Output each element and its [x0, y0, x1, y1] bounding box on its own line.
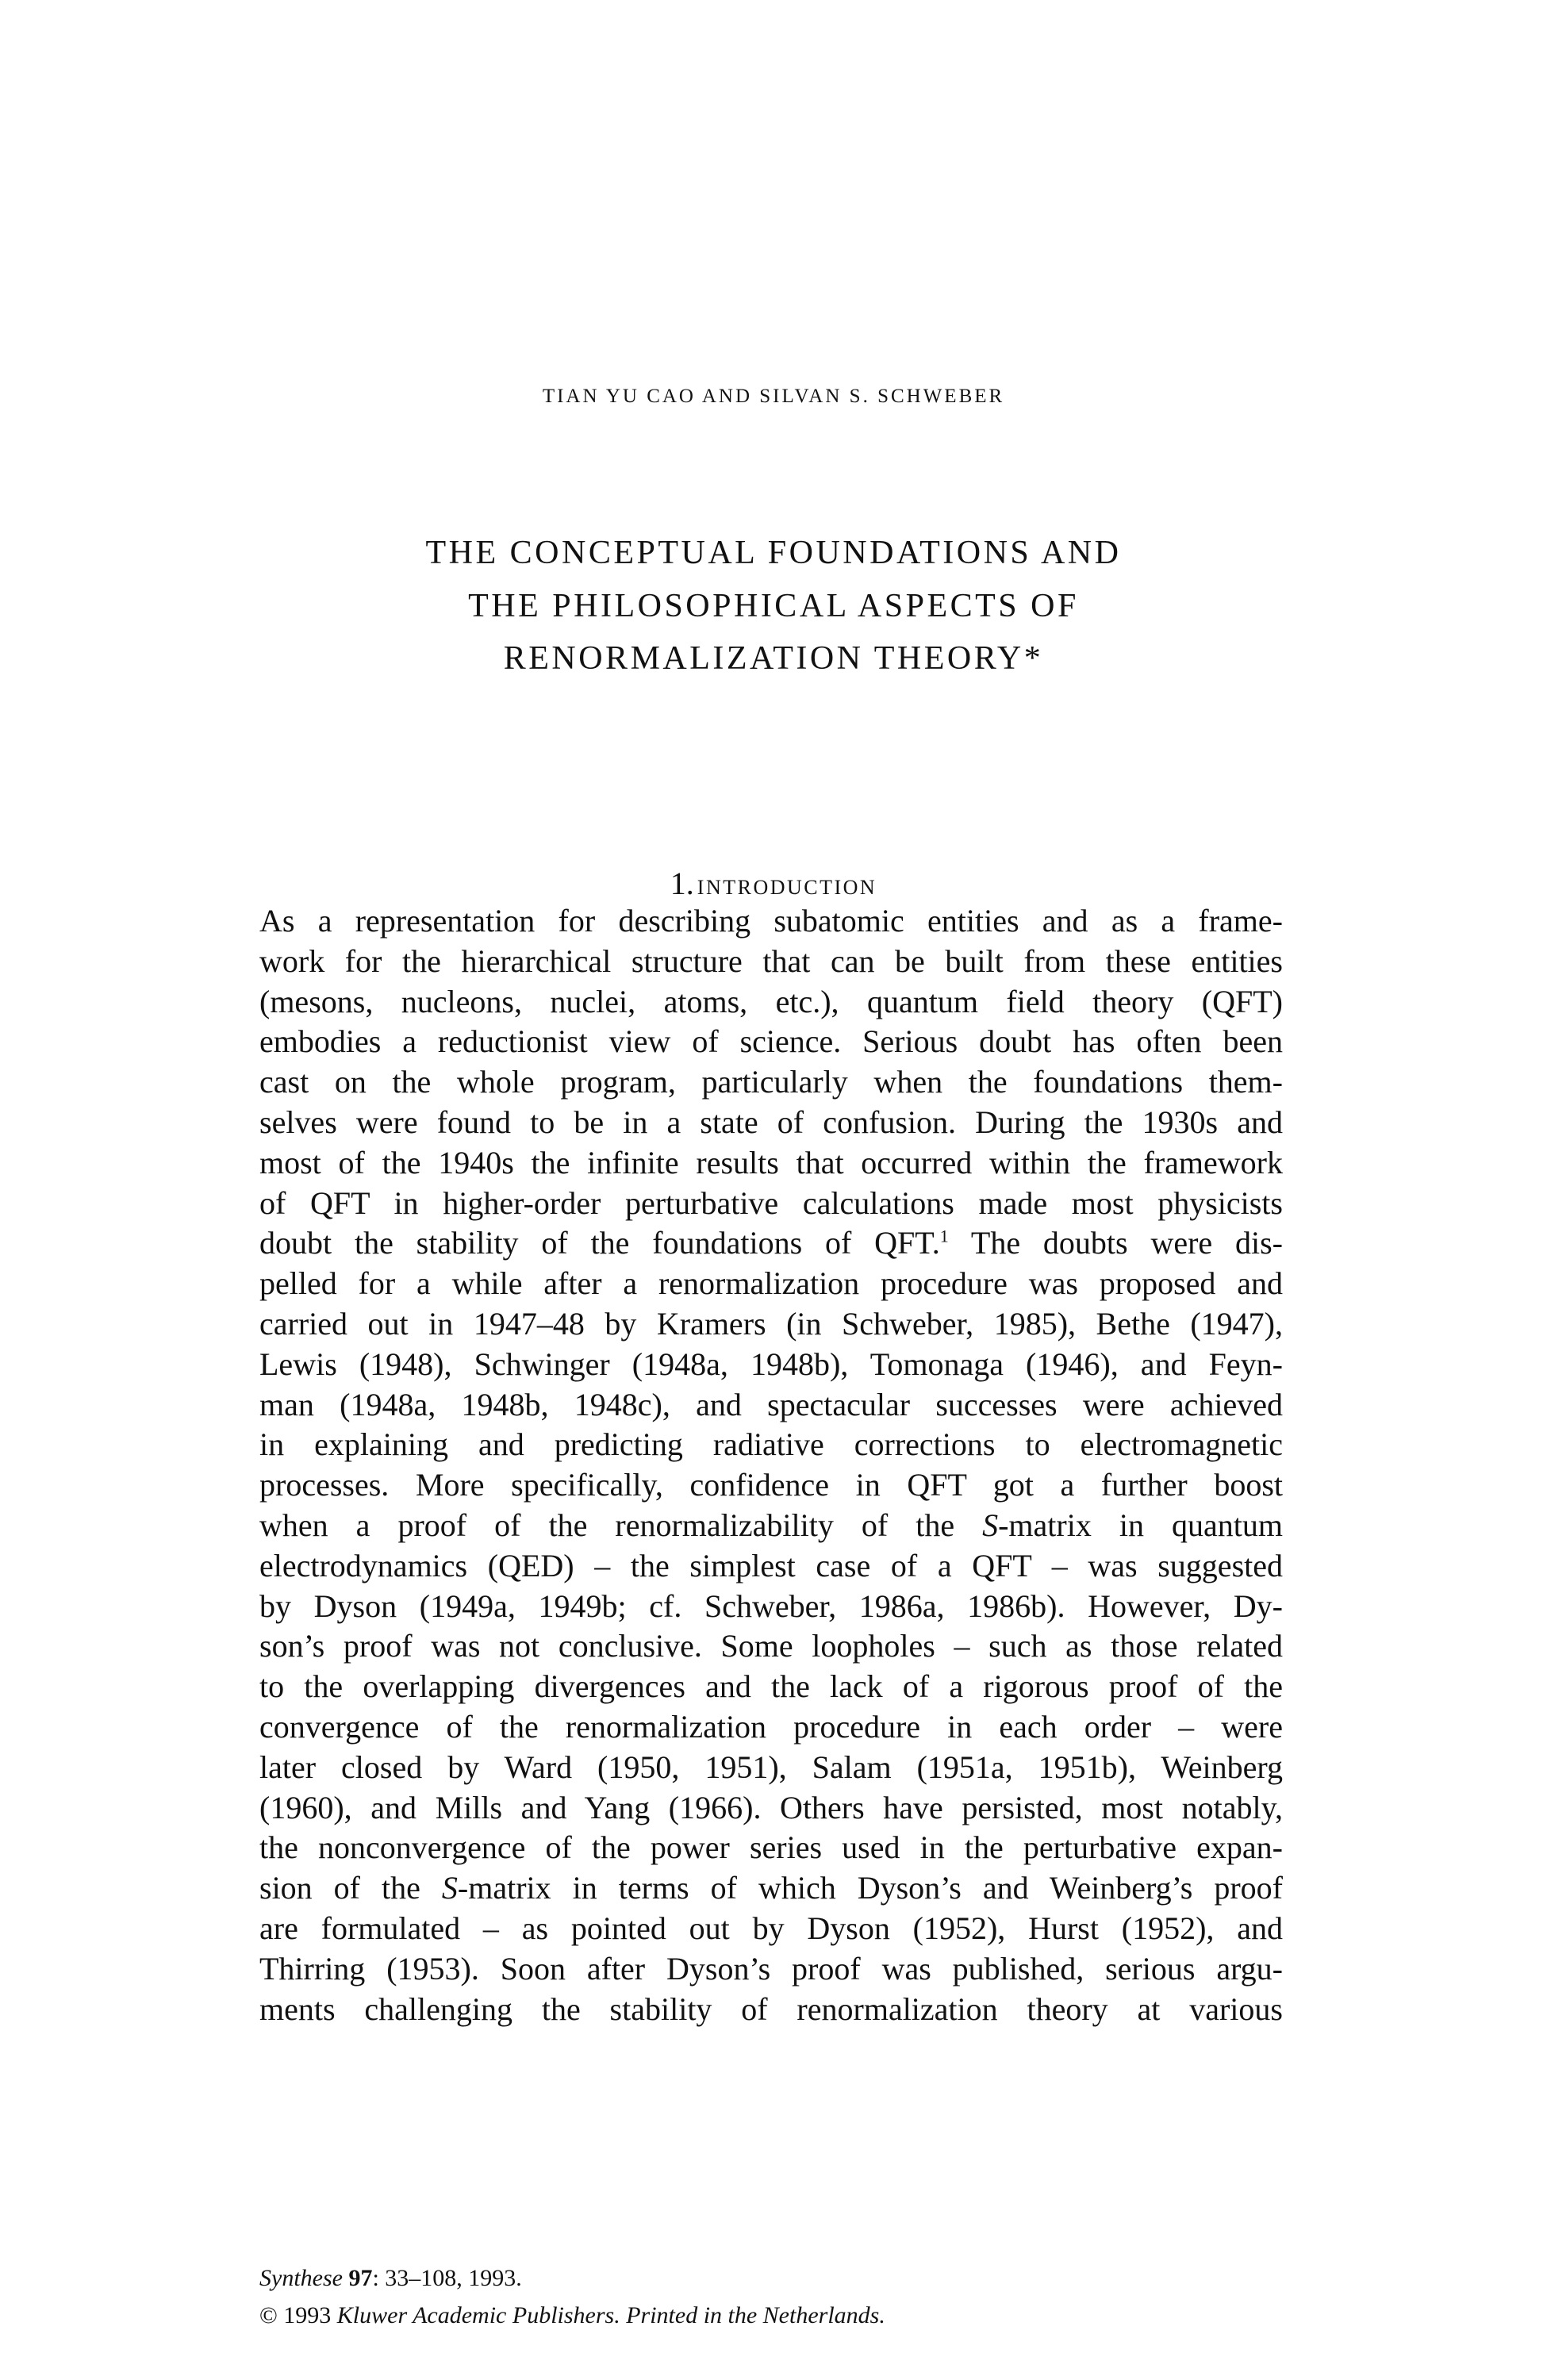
body-line-text: work for the hierarchical structure that can be built from these entities: [259, 942, 1283, 979]
body-line: [259, 1788, 1283, 1829]
body-line: [259, 1465, 1283, 1506]
copyright-year: 1993: [283, 2302, 332, 2328]
section-heading: [0, 865, 1547, 902]
journal-name: Synthese: [259, 2265, 343, 2291]
publisher: Kluwer Academic Publishers. Printed in the Netherlands.: [336, 2302, 885, 2328]
body-line-text: pelled for a while after a renormalization procedure was proposed and: [259, 1265, 1283, 1302]
body-line-text: Lewis (1948), Schwinger (1948a, 1948b), Tomonaga (1946), and Feyn-: [259, 1345, 1283, 1382]
footer: [259, 2259, 885, 2334]
copyright-line: [259, 2297, 885, 2334]
body-line: [259, 901, 1283, 942]
body-line: [259, 942, 1283, 982]
title-line: THE PHILOSOPHICAL ASPECTS OF: [468, 587, 1079, 624]
article-title: [0, 527, 1547, 685]
body-line: [259, 1223, 1283, 1264]
body-line-text: man (1948a, 1948b, 1948c), and spectacular successes were achieved: [259, 1386, 1283, 1422]
body-line: [259, 1949, 1283, 1990]
journal-volume: 97: [348, 2265, 373, 2291]
body-line: [259, 1546, 1283, 1587]
body-line-text: son’s proof was not conclusive. Some loopholes – such as those related: [259, 1628, 1283, 1664]
body-line-text: to the overlapping divergences and the lack of a rigorous proof of the: [259, 1668, 1283, 1705]
body-line-text: are formulated – as pointed out by Dyson (1952), Hurst (1952), and: [259, 1910, 1283, 1946]
body-line: [259, 1345, 1283, 1385]
body-line-text: of QFT in higher-order perturbative calculations made most physicists: [259, 1184, 1283, 1221]
body-line-text: carried out in 1947–48 by Kramers (in Schweber, 1985), Bethe (1947),: [259, 1305, 1283, 1342]
body-line-text: cast on the whole program, particularly when the foundations them-: [259, 1064, 1283, 1100]
body-line-text: when a proof of the renormalizability of the S-matrix in quantum: [259, 1507, 1283, 1543]
body-line-text: embodies a reductionist view of science. Serious doubt has often been: [259, 1023, 1283, 1060]
authors-line: TIAN YU CAO AND SILVAN S. SCHWEBER: [542, 386, 1005, 407]
body-line-text: ments challenging the stability of renormalization theory at various: [259, 1990, 1283, 2027]
body-line-text: electrodynamics (QED) – the simplest case of a QFT – was suggested: [259, 1547, 1283, 1583]
body-line: [259, 1385, 1283, 1426]
body-line: [259, 1022, 1283, 1062]
body-line-text: (1960), and Mills and Yang (1966). Others have persisted, most notably,: [259, 1789, 1283, 1825]
body-line: [259, 1868, 1283, 1909]
body-line: [259, 1143, 1283, 1184]
body-line: [259, 1626, 1283, 1667]
body-line-text: selves were found to be in a state of confusion. During the 1930s and: [259, 1104, 1283, 1140]
body-line: [259, 1184, 1283, 1224]
body-line: [259, 1990, 1283, 2030]
journal-pages: : 33–108, 1993.: [372, 2265, 522, 2291]
body-line: [259, 1264, 1283, 1304]
body-line-text: in explaining and predicting radiative corrections to electromagnetic: [259, 1426, 1283, 1463]
body-line: [259, 1062, 1283, 1103]
body-line: [259, 1587, 1283, 1627]
body-line-text: Thirring (1953). Soon after Dyson’s proof was published, serious argu-: [259, 1950, 1283, 1987]
section-number: 1.: [670, 866, 694, 901]
body-line-text: most of the 1940s the infinite results that occurred within the framework: [259, 1144, 1283, 1180]
citation-line: [259, 2259, 885, 2297]
body-line: [259, 982, 1283, 1023]
body-line-text: the nonconvergence of the power series used in the perturbative expan-: [259, 1829, 1283, 1866]
body-line: [259, 1304, 1283, 1345]
body-line-text: convergence of the renormalization procedure in each order – were: [259, 1708, 1283, 1745]
body-line: [259, 1828, 1283, 1868]
body-line: [259, 1506, 1283, 1546]
body-line-text: As a representation for describing subatomic entities and as a frame-: [259, 903, 1283, 939]
body-line-text: later closed by Ward (1950, 1951), Salam (1951a, 1951b), Weinberg: [259, 1749, 1283, 1785]
body-line-text: sion of the S-matrix in terms of which Dyson’s and Weinberg’s proof: [259, 1870, 1283, 1906]
body-line: [259, 1667, 1283, 1707]
body-line: [259, 1103, 1283, 1143]
body-line-text: processes. More specifically, confidence in QFT got a further boost: [259, 1467, 1283, 1503]
body-line: [259, 1425, 1283, 1465]
body-line-text: doubt the stability of the foundations of QFT.$^1$ The doubts were dis-: [259, 1225, 1284, 1261]
body-line-text: by Dyson (1949a, 1949b; cf. Schweber, 1986a, 1986b). However, Dy-: [259, 1587, 1283, 1624]
body-line: [259, 1909, 1283, 1949]
body-line-text: (mesons, nucleons, nuclei, atoms, etc.), quantum field theory (QFT): [259, 983, 1283, 1019]
title-line: RENORMALIZATION THEORY*: [503, 640, 1044, 677]
body-line: [259, 1748, 1283, 1788]
title-line: THE CONCEPTUAL FOUNDATIONS AND: [425, 535, 1122, 571]
body-text: [259, 901, 1283, 2029]
copyright-icon: ©: [259, 2302, 278, 2328]
body-line: [259, 1707, 1283, 1748]
section-label: INTRODUCTION: [697, 876, 877, 899]
